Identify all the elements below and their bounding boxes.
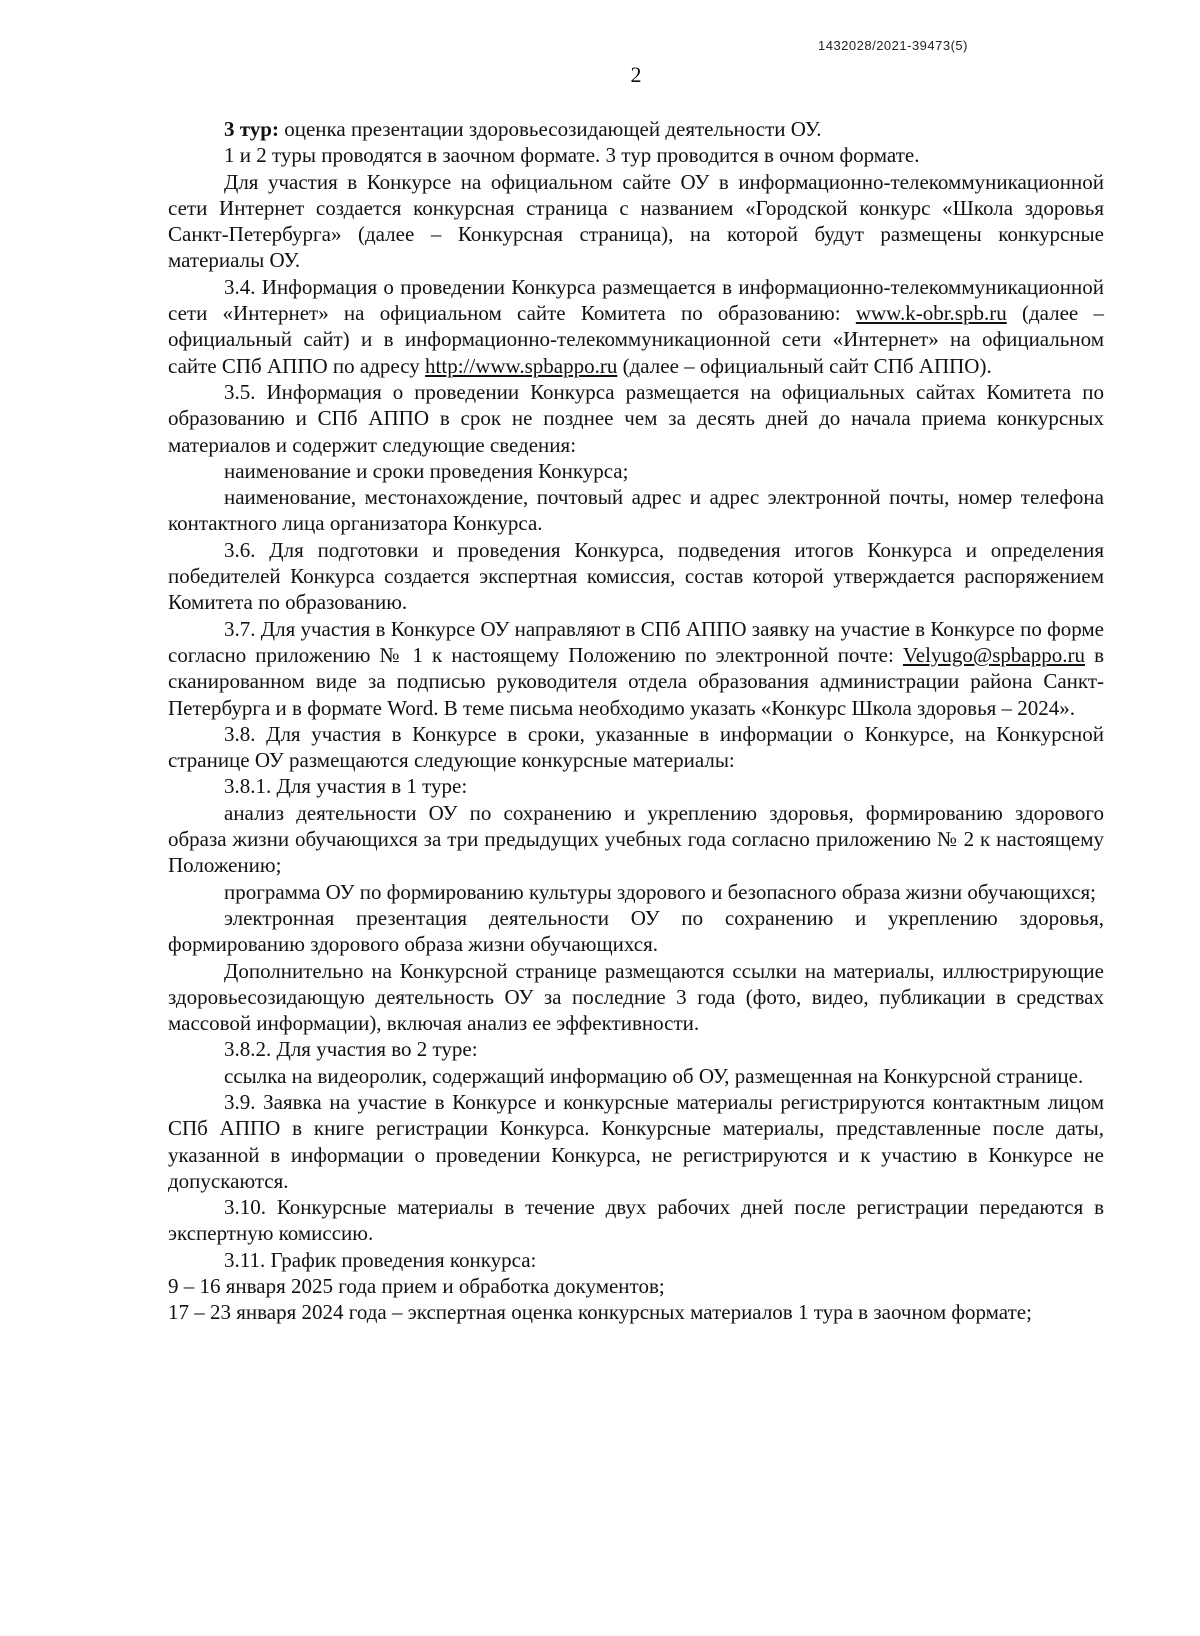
spbappo-website-link[interactable]: http://www.spbappo.ru bbox=[425, 353, 618, 378]
document-body bbox=[168, 116, 1104, 1326]
paragraph-3-4-text-a: 3.4. Информация о проведении Конкурса размещается в информационно-телекоммуникационной сети «Интернет» на официальном сайте Комитета по образованию: bbox=[168, 274, 1104, 326]
paragraph-3-8-1-item-c: электронная презентация деятельности ОУ по сохранению и укреплению здоровья, формированию здорового образа жизни обучающихся. bbox=[168, 905, 1104, 957]
paragraph-3-7-text-a: 3.7. Для участия в Конкурсе ОУ направляют в СПб АППО заявку на участие в Конкурсе по форме согласно приложению № 1 к настоящему Положению по электронной почте: bbox=[168, 616, 1104, 667]
paragraph-3-4-text-c: (далее – официальный сайт СПб АППО). bbox=[617, 353, 992, 378]
paragraph-3-8-1-additional: Дополнительно на Конкурсной странице размещаются ссылки на материалы, иллюстрирующие здоровьесозидающую деятельность ОУ за последние 3 года (фото, видео, публикации в средствах массовой информации), включая анализ ее эффективности. bbox=[168, 958, 1104, 1036]
paragraph-3-8-1: 3.8.1. Для участия в 1 туре: bbox=[224, 774, 468, 799]
page-number: 2 bbox=[630, 62, 642, 87]
paragraph-3-7 bbox=[168, 616, 1104, 721]
paragraph-tours-format: 1 и 2 туры проводятся в заочном формате. 3 тур проводится в очном формате. bbox=[224, 143, 920, 168]
paragraph-3-10: 3.10. Конкурсные материалы в течение двух рабочих дней после регистрации передаются в экспертную комиссию. bbox=[168, 1195, 1104, 1246]
paragraph-3-5: 3.5. Информация о проведении Конкурса размещается на официальных сайтах Комитета по образованию и СПб АППО в срок не позднее чем за десять дней до начала приема конкурсных материалов и содержит следующие сведения: bbox=[168, 379, 1104, 457]
paragraph-3-8: 3.8. Для участия в Конкурсе в сроки, указанные в информации о Конкурсе, на Конкурсной странице ОУ размещаются следующие конкурсные материалы: bbox=[168, 721, 1104, 773]
document-registration-number: 1432028/2021-39473(5) bbox=[817, 38, 968, 53]
schedule-item-1: 9 – 16 января 2025 года прием и обработка документов; bbox=[168, 1274, 665, 1299]
paragraph-3-11: 3.11. График проведения конкурса: bbox=[224, 1247, 537, 1272]
committee-website-link[interactable]: www.k-obr.spb.ru bbox=[855, 301, 1007, 326]
paragraph-3-8-2: 3.8.2. Для участия во 2 туре: bbox=[224, 1037, 478, 1062]
tour-3-label: 3 тур: bbox=[224, 117, 279, 141]
paragraph-tour-3 bbox=[168, 116, 1104, 142]
paragraph-3-4 bbox=[168, 274, 1104, 379]
paragraph-contest-page: Для участия в Конкурсе на официальном сайте ОУ в информационно-телекоммуникационной сети Интернет создается конкурсная страница с названием «Городской конкурс «Школа здоровья Санкт-Петербурга» (далее – Конкурсная страница), на которой будут размещены конкурсные материалы ОУ. bbox=[168, 169, 1104, 273]
paragraph-3-4-text-b: (далее – официальный сайт) и в информационно-телекоммуникационной сети «Интернет» на официальном сайте СПб АППО по адресу bbox=[168, 301, 1104, 378]
paragraph-3-7-text-b: в сканированном виде за подписью руководителя отдела образования администрации района Санкт-Петербурга и в формате Word. В теме письма необходимо указать «Конкурс Школа здоровья – 2024». bbox=[168, 642, 1104, 720]
tour-3-text: оценка презентации здоровьесозидающей деятельности ОУ. bbox=[278, 117, 822, 141]
paragraph-3-8-1-item-b: программа ОУ по формированию культуры здорового и безопасного образа жизни обучающихся; bbox=[224, 879, 1096, 904]
paragraph-3-8-2-item-a: ссылка на видеоролик, содержащий информацию об ОУ, размещенная на Конкурсной странице. bbox=[224, 1063, 1084, 1088]
paragraph-3-6: 3.6. Для подготовки и проведения Конкурса, подведения итогов Конкурса и определения победителей Конкурса создается экспертная комиссия, состав которой утверждается распоряжением Комитета по образованию. bbox=[168, 537, 1104, 615]
paragraph-3-9: 3.9. Заявка на участие в Конкурсе и конкурсные материалы регистрируются контактным лицом СПб АППО в книге регистрации Конкурса. Конкурсные материалы, представленные после даты, указанной в информации о проведении Конкурса, не регистрируются и к участию в Конкурсе не допускаются. bbox=[168, 1089, 1104, 1193]
paragraph-3-5-item-2: наименование, местонахождение, почтовый адрес и адрес электронной почты, номер телефона контактного лица организатора Конкурса. bbox=[168, 485, 1104, 536]
paragraph-3-8-1-item-a: анализ деятельности ОУ по сохранению и укреплению здоровья, формированию здорового образа жизни обучающихся за три предыдущих учебных года согласно приложению № 2 к настоящему Положению; bbox=[168, 800, 1104, 878]
contact-email-link[interactable]: Velyugo@spbappo.ru bbox=[902, 642, 1085, 667]
paragraph-3-5-item-1: наименование и сроки проведения Конкурса; bbox=[224, 458, 629, 483]
schedule-item-2: 17 – 23 января 2024 года – экспертная оценка конкурсных материалов 1 тура в заочном формате; bbox=[168, 1300, 1032, 1325]
